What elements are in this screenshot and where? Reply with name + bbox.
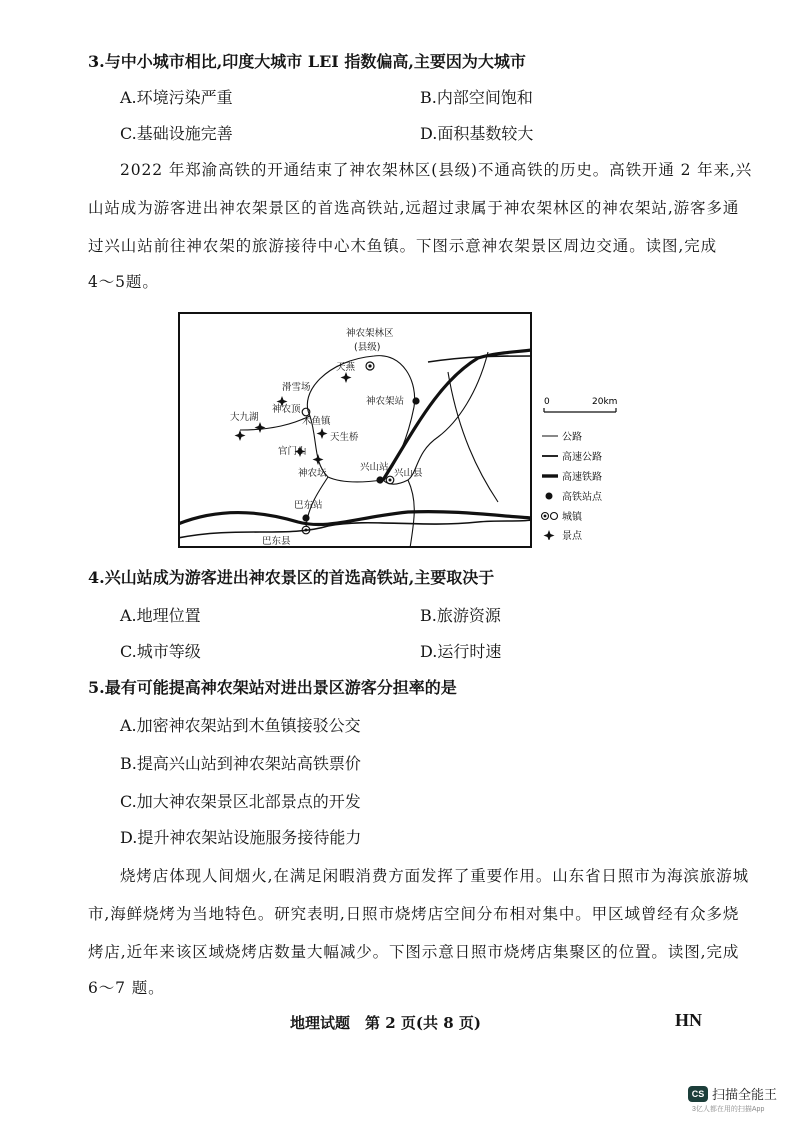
legend-scenic: 景点 (562, 531, 582, 540)
label-muyu: 木鱼镇 (302, 416, 331, 427)
label-guanmenshan: 官门山 (278, 446, 307, 457)
passage2-line-3: 烤店,近年来该区域烧烤店数量大幅减少。下图示意日照市烧烤店集聚区的位置。读图,完成 (88, 943, 740, 961)
q4-option-d: D.运行时速 (420, 642, 502, 661)
q4-option-c: C.城市等级 (120, 642, 201, 661)
q3-option-a: A.环境污染严重 (120, 88, 233, 107)
label-shennongjia-station: 神农架站 (366, 396, 405, 407)
legend-road: 公路 (562, 432, 582, 443)
scanner-watermark (688, 1080, 798, 1120)
q4-option-b: B.旅游资源 (420, 606, 501, 625)
label-dajiuhu: 大九湖 (230, 412, 259, 423)
legend-hsr-station-symbol (546, 493, 553, 500)
scale-distance: 20km (592, 397, 618, 407)
scale-bar (544, 408, 616, 412)
q5-option-c: C.加大神农架景区北部景点的开发 (120, 792, 361, 811)
q4-stem: 4.兴山站成为游客进出神农景区的首选高铁站,主要取决于 (88, 568, 495, 587)
legend-town-symbol-b (551, 513, 558, 520)
legend-hsr: 高速铁路 (562, 472, 602, 483)
passage1-line-3: 过兴山站前往神农架的旅游接待中心木鱼镇。下图示意神农架景区周边交通。读图,完成 (88, 237, 718, 255)
q3-stem: 3.与中小城市相比,印度大城市 LEI 指数偏高,主要因为大城市 (88, 52, 526, 71)
label-badong-county: 巴东县 (262, 536, 291, 547)
label-xingshan-station: 兴山站 (360, 462, 389, 473)
q3-option-c: C.基础设施完善 (120, 124, 233, 143)
legend-town: 城镇 (562, 512, 582, 523)
brand-name: 扫描全能王 (712, 1087, 778, 1102)
legend-scenic-icon (544, 530, 555, 540)
passage1-line-2: 山站成为游客进出神农架景区的首选高铁站,远超过隶属于神农架林区的神农架站,游客多通 (88, 199, 740, 217)
brand-tagline: 3亿人都在用的扫描App (692, 1106, 765, 1113)
footer-page-info: 地理试题 第 2 页(共 8 页) (290, 1014, 481, 1032)
label-tianshengqiao: 天生桥 (330, 432, 359, 443)
label-huaxuechang: 滑雪场 (282, 382, 311, 393)
station-xingshan-icon (376, 476, 383, 483)
passage2-line-4: 6～7 题。 (88, 979, 165, 997)
map-legend (540, 390, 670, 540)
footer-region-code: HN (675, 1010, 702, 1030)
station-badong-icon (302, 514, 309, 521)
shennongjia-traffic-map (178, 312, 532, 548)
label-xingshan-county: 兴山县 (394, 468, 423, 479)
q5-option-d: D.提升神农架站设施服务接待能力 (120, 828, 362, 847)
label-badong-station: 巴东站 (294, 500, 323, 511)
page-footer (0, 1010, 800, 1034)
label-shennongjia-district: 神农架林区 (346, 328, 394, 339)
q5-stem: 5.最有可能提高神农架站对进出景区游客分担率的是 (88, 678, 457, 697)
q3-option-d: D.面积基数较大 (420, 124, 534, 143)
passage2-line-2: 市,海鲜烧烤为当地特色。研究表明,日照市烧烤店空间分布相对集中。甲区域曾经有众多烧 (88, 905, 740, 923)
scale-zero: 0 (544, 397, 550, 407)
label-shennongding: 神农顶 (272, 404, 301, 415)
label-county-level: (县级) (354, 342, 381, 353)
q4-option-a: A.地理位置 (120, 606, 201, 625)
camscanner-logo-icon: CS (688, 1086, 708, 1102)
q5-option-b: B.提高兴山站到神农架站高铁票价 (120, 754, 361, 773)
legend-expressway: 高速公路 (562, 452, 602, 463)
passage1-line-4: 4～5题。 (88, 273, 159, 291)
label-shennongtan: 神农坛 (298, 468, 327, 479)
passage1-line-1: 2022 年郑渝高铁的开通结束了神农架林区(县级)不通高铁的历史。高铁开通 2 年来,兴 (120, 161, 753, 179)
label-tianyan: 天燕 (336, 362, 356, 373)
passage2-line-1: 烧烤店体现人间烟火,在满足闲暇消费方面发挥了重要作用。山东省日照市为海滨旅游城 (120, 867, 750, 885)
station-shennongjia-icon (412, 397, 419, 404)
q5-option-a: A.加密神农架站到木鱼镇接驳公交 (120, 716, 361, 735)
legend-hsr-station: 高铁站点 (562, 492, 602, 503)
q3-option-b: B.内部空间饱和 (420, 88, 533, 107)
